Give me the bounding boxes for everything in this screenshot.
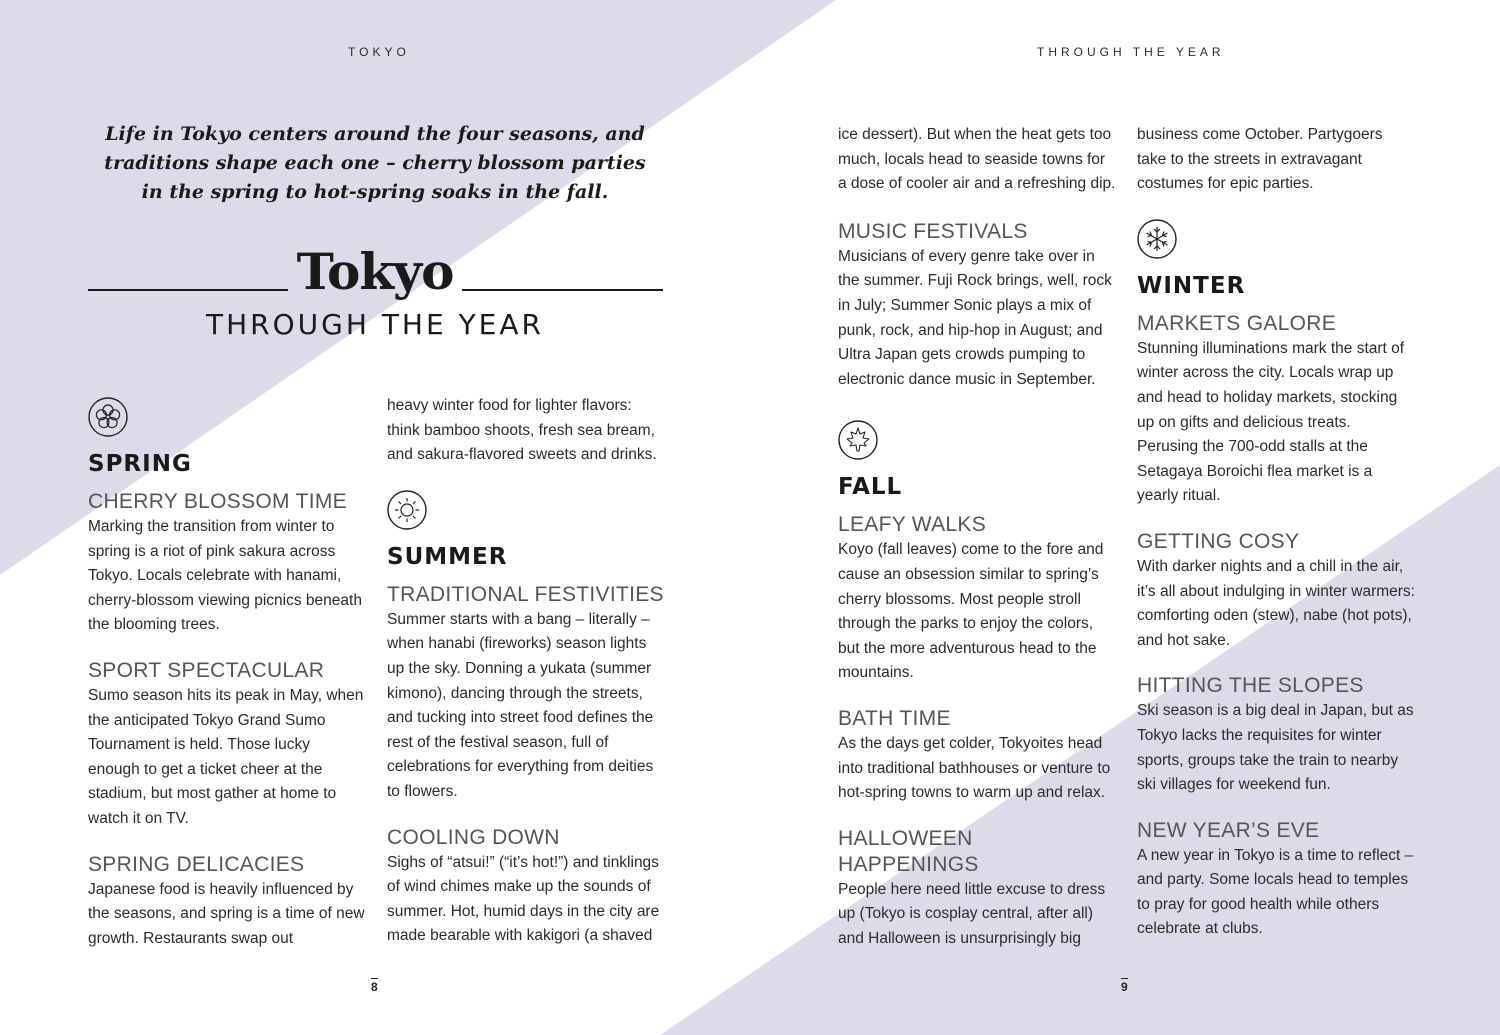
continued-text: ice dessert). But when the heat gets too much, locals head to seaside towns for a dose of cooler air and a refreshing dip. [838, 126, 1116, 193]
summer-column [387, 394, 665, 969]
maple-leaf-icon [838, 420, 878, 460]
section-body: Stunning illuminations mark the start of winter across the city. Locals wrap up and head to holiday markets, stocking up on gifts and delicious treats. Perusing the 700-odd stalls at the Setagaya Boroichi flea market is a yearly ritual. [1137, 339, 1405, 505]
section-heading: CHERRY BLOSSOM TIME [88, 490, 347, 513]
continued-text: business come October. Partygoers take to the streets in extravagant costumes for epic parties. [1137, 126, 1383, 193]
section-body: People here need little excuse to dress up (Tokyo is cosplay central, after all) and Halloween is unsurprisingly big [838, 880, 1106, 947]
section-body: Koyo (fall leaves) come to the fore and cause an obsession similar to spring’s cherry blossoms. Most people stroll through the parks to enjoy the colors, but the more adventurous head to the mountains. [838, 541, 1104, 682]
spring-heading: SPRING [88, 451, 192, 477]
section-heading: SPRING DELICACIES [88, 852, 305, 876]
page-subtitle: THROUGH THE YEAR [206, 308, 544, 341]
sun-icon [387, 490, 427, 530]
section-body: Sighs of “atsui!” (“it’s hot!”) and tinklings of wind chimes make up the sounds of summer. Hot, humid days in the city are made bearable with kakigori (a shaved [387, 853, 660, 945]
section-heading: COOLING DOWN [387, 825, 560, 849]
section-body: As the days get colder, Tokyoites head into traditional bathhouses or venture to hot-spring towns to warm up and relax. [838, 734, 1111, 802]
flower-icon [88, 397, 128, 437]
page-number-left: 8 [371, 980, 378, 994]
section-heading: HALLOWEEN HAPPENINGS [838, 826, 979, 876]
section-heading: SPORT SPECTACULAR [88, 658, 325, 682]
snowflake-icon [1137, 219, 1177, 259]
section-body: With darker nights and a chill in the air, it’s all about indulging in winter warmers: comforting oden (stew), nabe (hot pots), and hot sake. [1137, 557, 1415, 649]
winter-column [1137, 123, 1415, 962]
running-head-right: THROUGH THE YEAR [1037, 45, 1225, 59]
page-title: Tokyo [296, 242, 454, 301]
running-head-left: TOKYO [348, 45, 410, 59]
section-heading: LEAFY WALKS [838, 513, 987, 537]
section-body: Japanese food is heavily influenced by the seasons, and spring is a time of new growth. Restaurants swap out [88, 880, 365, 947]
section-heading: NEW YEAR’S EVE [1137, 818, 1320, 842]
continued-text: heavy winter food for lighter flavors: think bamboo shoots, fresh sea bream, and sakura-flavored sweets and drinks. [387, 397, 657, 464]
title-rule-left [88, 289, 288, 291]
spring-column [88, 397, 366, 971]
section-body: Musicians of every genre take over in the summer. Fuji Rock brings, well, rock in July; Summer Sonic plays a mix of punk, rock, and hip-hop in August; and Ultra Japan gets crowds pumping to electronic dance music in September. [838, 247, 1112, 388]
summer-heading: SUMMER [387, 543, 508, 570]
section-body: Ski season is a big deal in Japan, but as Tokyo lacks the requisites for winter sports, groups take the train to nearby ski villages for weekend fun. [1137, 702, 1414, 794]
section-heading: TRADITIONAL FESTIVITIES [387, 582, 664, 606]
fall-heading: FALL [838, 474, 903, 501]
section-body: Summer starts with a bang – literally – when hanabi (fireworks) season lights up the sky. Donning a yukata (summer kimono), dancing through the streets, and tucking into street food defines the rest of the festival season, full of celebrations for everything from deities to flowers. [387, 610, 654, 800]
section-heading: MARKETS GALORE [1137, 311, 1337, 335]
section-heading: BATH TIME [838, 706, 951, 730]
fall-column [838, 123, 1116, 971]
section-body: Sumo season hits its peak in May, when the anticipated Tokyo Grand Sumo Tournament is held. Those lucky enough to get a ticket cheer at the stadium, but most gather at home to watch it on TV. [88, 686, 364, 827]
section-heading: GETTING COSY [1137, 529, 1300, 553]
section-body: A new year in Tokyo is a time to reflect – and party. Some locals head to temples to pray for good health while others celebrate at clubs. [1137, 846, 1414, 938]
page-number-right: 9 [1121, 980, 1128, 994]
winter-heading: WINTER [1137, 272, 1246, 299]
title-rule-right [462, 289, 663, 291]
section-heading: HITTING THE SLOPES [1137, 674, 1364, 698]
section-body: Marking the transition from winter to spring is a riot of pink sakura across Tokyo. Locals celebrate with hanami, cherry-blossom viewing picnics beneath the blooming trees. [88, 518, 362, 634]
intro-text: Life in Tokyo centers around the four seasons, and traditions shape each one – cherry blossom parties in the spring to hot-spring soaks in the fall. [104, 123, 646, 203]
section-heading: MUSIC FESTIVALS [838, 219, 1028, 243]
